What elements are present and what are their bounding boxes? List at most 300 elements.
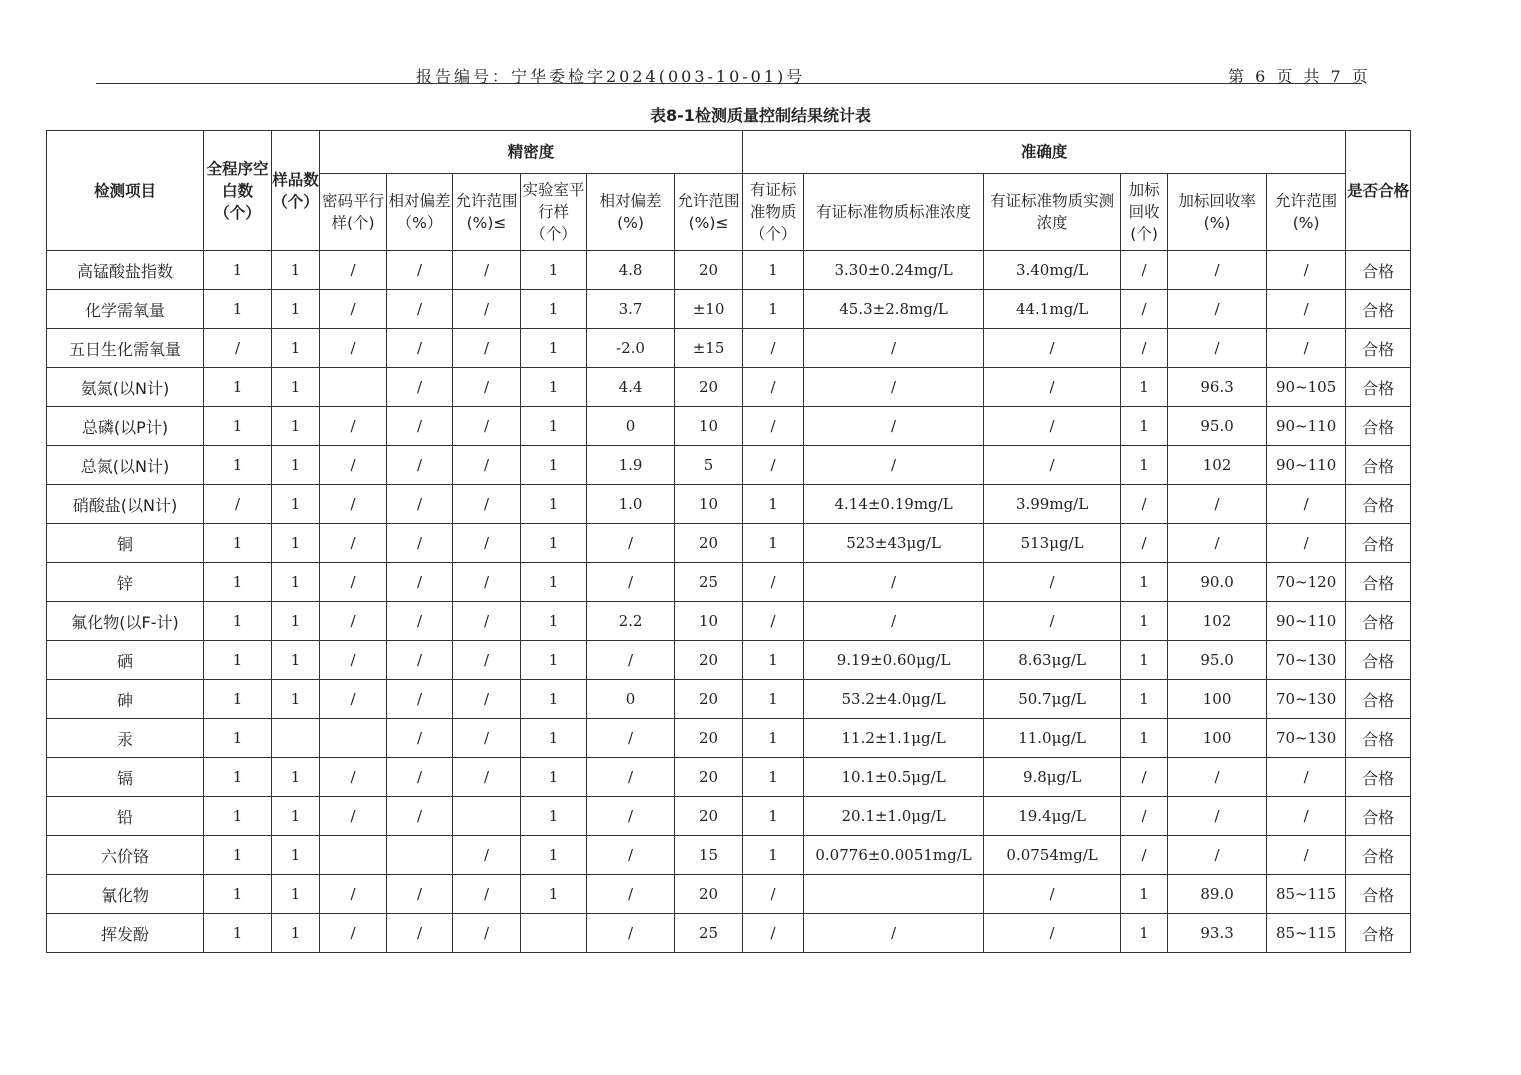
table-cell: 100 <box>1168 680 1267 719</box>
table-cell: / <box>587 563 675 602</box>
table-cell: 1 <box>204 446 272 485</box>
table-cell: / <box>1121 758 1168 797</box>
table-cell: 1 <box>204 914 272 953</box>
table-cell: 70~130 <box>1267 641 1346 680</box>
col-crm-measured: 有证标准物质实测浓度 <box>984 174 1121 251</box>
table-cell: 11.0μg/L <box>984 719 1121 758</box>
table-cell: / <box>453 563 521 602</box>
table-cell: / <box>743 875 804 914</box>
table-cell: / <box>743 407 804 446</box>
table-cell: / <box>453 602 521 641</box>
table-cell: 1 <box>204 563 272 602</box>
table-cell: 1 <box>272 524 320 563</box>
table-cell: 0.0776±0.0051mg/L <box>804 836 984 875</box>
table-cell: 1 <box>272 914 320 953</box>
table-cell: / <box>387 680 453 719</box>
table-cell: / <box>453 251 521 290</box>
col-spike-limit: 允许范围(%) <box>1267 174 1346 251</box>
table-cell: 9.19±0.60μg/L <box>804 641 984 680</box>
table-cell: / <box>1267 251 1346 290</box>
table-cell: 1 <box>521 251 587 290</box>
table-cell: 523±43μg/L <box>804 524 984 563</box>
table-cell: 1 <box>521 836 587 875</box>
table-cell: / <box>743 368 804 407</box>
table-cell: 4.14±0.19mg/L <box>804 485 984 524</box>
col-blank-count: 全程序空白数（个） <box>204 131 272 251</box>
table-cell: / <box>453 290 521 329</box>
table-row <box>47 602 1411 641</box>
table-cell: 1 <box>743 524 804 563</box>
table-cell: 1 <box>1121 875 1168 914</box>
item-name-cell: 总磷(以P计) <box>47 407 204 446</box>
table-cell: / <box>320 563 387 602</box>
table-cell: 1 <box>272 329 320 368</box>
table-cell: 1 <box>272 290 320 329</box>
table-cell: 1 <box>204 797 272 836</box>
table-row <box>47 914 1411 953</box>
table-cell: / <box>1121 524 1168 563</box>
item-name-cell: 汞 <box>47 719 204 758</box>
table-cell: / <box>804 563 984 602</box>
table-cell: / <box>453 368 521 407</box>
item-name-cell: 五日生化需氧量 <box>47 329 204 368</box>
table-cell: / <box>1121 329 1168 368</box>
table-cell: / <box>743 329 804 368</box>
table-cell: 1 <box>204 680 272 719</box>
item-name-cell: 硝酸盐(以N计) <box>47 485 204 524</box>
table-cell: 1 <box>521 485 587 524</box>
pass-cell: 合格 <box>1346 290 1411 329</box>
table-cell: 1 <box>272 446 320 485</box>
table-cell: / <box>320 524 387 563</box>
table-cell: 25 <box>675 914 743 953</box>
table-cell: 1 <box>521 797 587 836</box>
table-cell: / <box>1121 485 1168 524</box>
table-cell: / <box>320 641 387 680</box>
table-cell: / <box>984 329 1121 368</box>
table-cell: / <box>804 602 984 641</box>
table-cell: ±10 <box>675 290 743 329</box>
item-name-cell: 氰化物 <box>47 875 204 914</box>
table-cell: / <box>587 641 675 680</box>
table-row <box>47 368 1411 407</box>
table-cell: / <box>1267 290 1346 329</box>
table-cell: 1 <box>521 524 587 563</box>
table-cell: 1 <box>743 251 804 290</box>
table-cell: 1 <box>1121 914 1168 953</box>
table-cell: / <box>587 719 675 758</box>
table-cell: / <box>320 758 387 797</box>
table-row <box>47 290 1411 329</box>
table-cell: / <box>453 524 521 563</box>
table-cell: / <box>453 407 521 446</box>
table-cell: / <box>587 797 675 836</box>
table-cell: 1 <box>743 758 804 797</box>
table-cell: / <box>453 485 521 524</box>
item-name-cell: 氟化物(以F-计) <box>47 602 204 641</box>
table-cell: / <box>1121 251 1168 290</box>
pass-cell: 合格 <box>1346 602 1411 641</box>
col-lab-limit: 允许范围(%)≤ <box>675 174 743 251</box>
table-cell: 1 <box>743 680 804 719</box>
table-cell: 89.0 <box>1168 875 1267 914</box>
table-cell: 93.3 <box>1168 914 1267 953</box>
table-row <box>47 524 1411 563</box>
table-cell: / <box>984 563 1121 602</box>
table-cell: 8.63μg/L <box>984 641 1121 680</box>
item-name-cell: 挥发酚 <box>47 914 204 953</box>
table-cell <box>453 797 521 836</box>
table-cell: 20 <box>675 641 743 680</box>
table-cell: / <box>1267 836 1346 875</box>
table-cell: / <box>387 485 453 524</box>
table-cell: 90.0 <box>1168 563 1267 602</box>
table-cell: / <box>1121 836 1168 875</box>
table-cell: 1 <box>743 290 804 329</box>
table-cell: 1 <box>204 290 272 329</box>
table-cell: 1 <box>521 680 587 719</box>
table-cell: 100 <box>1168 719 1267 758</box>
table-cell: 1 <box>521 368 587 407</box>
pass-cell: 合格 <box>1346 329 1411 368</box>
table-cell: / <box>1168 251 1267 290</box>
table-cell: / <box>743 563 804 602</box>
table-cell: / <box>984 368 1121 407</box>
table-cell: 20 <box>675 368 743 407</box>
pass-cell: 合格 <box>1346 758 1411 797</box>
table-cell: 10 <box>675 602 743 641</box>
table-cell: 20 <box>675 251 743 290</box>
table-cell: 15 <box>675 836 743 875</box>
table-cell: 1 <box>204 251 272 290</box>
table-cell: / <box>1267 485 1346 524</box>
table-cell: / <box>387 368 453 407</box>
table-row <box>47 446 1411 485</box>
table-cell: / <box>453 875 521 914</box>
table-cell: / <box>587 914 675 953</box>
table-cell: 20 <box>675 797 743 836</box>
table-cell: 1 <box>272 368 320 407</box>
table-cell: / <box>387 758 453 797</box>
table-cell: / <box>453 329 521 368</box>
table-row <box>47 329 1411 368</box>
pass-cell: 合格 <box>1346 836 1411 875</box>
table-cell: / <box>743 914 804 953</box>
table-cell: / <box>387 563 453 602</box>
qc-results-table <box>46 130 1411 953</box>
col-group-precision: 精密度 <box>320 131 743 174</box>
table-cell: / <box>1267 329 1346 368</box>
table-cell: / <box>1168 290 1267 329</box>
table-cell: 1 <box>1121 680 1168 719</box>
table-cell: / <box>453 914 521 953</box>
page-indicator: 第 6 页 共 7 页 <box>1228 67 1371 86</box>
table-cell: 1 <box>272 797 320 836</box>
table-cell: / <box>387 329 453 368</box>
table-cell: / <box>320 602 387 641</box>
item-name-cell: 总氮(以N计) <box>47 446 204 485</box>
table-cell: 85~115 <box>1267 875 1346 914</box>
table-cell <box>320 719 387 758</box>
table-cell: / <box>453 758 521 797</box>
pass-cell: 合格 <box>1346 680 1411 719</box>
table-cell: 1 <box>204 836 272 875</box>
table-cell: 1 <box>521 446 587 485</box>
table-cell: 90~110 <box>1267 446 1346 485</box>
table-cell: 10 <box>675 407 743 446</box>
table-cell: 1 <box>521 641 587 680</box>
table-cell: / <box>984 875 1121 914</box>
table-cell: 1 <box>272 407 320 446</box>
table-row <box>47 407 1411 446</box>
table-cell: / <box>804 914 984 953</box>
table-cell: 1 <box>204 407 272 446</box>
table-cell: / <box>453 680 521 719</box>
table-cell: 19.4μg/L <box>984 797 1121 836</box>
table-cell: / <box>387 446 453 485</box>
table-cell: 20 <box>675 719 743 758</box>
table-cell: 1 <box>521 602 587 641</box>
table-cell: / <box>387 875 453 914</box>
table-cell: / <box>387 251 453 290</box>
table-cell: 1 <box>272 875 320 914</box>
table-title: 表8-1检测质量控制结果统计表 <box>650 106 871 125</box>
pass-cell: 合格 <box>1346 446 1411 485</box>
table-cell: 1 <box>1121 563 1168 602</box>
table-cell: / <box>1168 485 1267 524</box>
table-cell: / <box>1168 836 1267 875</box>
table-cell: / <box>387 719 453 758</box>
col-item: 检测项目 <box>47 131 204 251</box>
table-cell: / <box>1168 758 1267 797</box>
table-cell: 20 <box>675 875 743 914</box>
table-cell: / <box>804 329 984 368</box>
item-name-cell: 铜 <box>47 524 204 563</box>
table-cell: / <box>387 641 453 680</box>
table-cell: / <box>320 914 387 953</box>
pass-cell: 合格 <box>1346 875 1411 914</box>
col-blind-limit: 允许范围(%)≤ <box>453 174 521 251</box>
table-cell: 1 <box>521 563 587 602</box>
table-cell: 1 <box>272 602 320 641</box>
table-cell: 53.2±4.0μg/L <box>804 680 984 719</box>
table-row <box>47 563 1411 602</box>
pass-cell: 合格 <box>1346 368 1411 407</box>
col-crm-count: 有证标准物质（个） <box>743 174 804 251</box>
table-cell: 0 <box>587 407 675 446</box>
table-row <box>47 797 1411 836</box>
table-cell: / <box>587 875 675 914</box>
table-cell: / <box>320 875 387 914</box>
table-cell: 0.0754mg/L <box>984 836 1121 875</box>
item-name-cell: 镉 <box>47 758 204 797</box>
table-cell: / <box>1267 758 1346 797</box>
item-name-cell: 硒 <box>47 641 204 680</box>
table-cell: / <box>1121 797 1168 836</box>
table-cell: / <box>587 836 675 875</box>
item-name-cell: 化学需氧量 <box>47 290 204 329</box>
table-cell: 102 <box>1168 446 1267 485</box>
table-cell: 1 <box>521 719 587 758</box>
table-row <box>47 485 1411 524</box>
table-cell: 90~105 <box>1267 368 1346 407</box>
table-cell: 1 <box>743 797 804 836</box>
table-cell: / <box>320 251 387 290</box>
table-cell: 1 <box>1121 602 1168 641</box>
table-cell: / <box>387 602 453 641</box>
table-cell: / <box>204 485 272 524</box>
item-name-cell: 铅 <box>47 797 204 836</box>
table-row <box>47 641 1411 680</box>
table-row <box>47 719 1411 758</box>
table-cell: 70~120 <box>1267 563 1346 602</box>
item-name-cell: 六价铬 <box>47 836 204 875</box>
table-cell: 25 <box>675 563 743 602</box>
pass-cell: 合格 <box>1346 641 1411 680</box>
table-cell: 10 <box>675 485 743 524</box>
table-cell: 1 <box>521 875 587 914</box>
table-cell: / <box>387 407 453 446</box>
table-cell: / <box>804 446 984 485</box>
table-cell: 1 <box>743 719 804 758</box>
table-cell: / <box>1121 290 1168 329</box>
col-spike-recovery: 加标回收率(%) <box>1168 174 1267 251</box>
table-cell: / <box>984 914 1121 953</box>
table-cell <box>387 836 453 875</box>
table-cell: / <box>1168 329 1267 368</box>
table-cell: / <box>387 524 453 563</box>
table-cell: / <box>320 290 387 329</box>
table-cell: / <box>320 797 387 836</box>
table-cell: 1 <box>521 407 587 446</box>
pass-cell: 合格 <box>1346 407 1411 446</box>
table-cell: 44.1mg/L <box>984 290 1121 329</box>
table-cell: / <box>320 446 387 485</box>
table-cell: 102 <box>1168 602 1267 641</box>
table-cell: 50.7μg/L <box>984 680 1121 719</box>
table-cell: / <box>1267 524 1346 563</box>
table-cell: 1 <box>743 641 804 680</box>
table-cell: 1 <box>204 758 272 797</box>
table-cell: 70~130 <box>1267 680 1346 719</box>
table-cell: / <box>320 485 387 524</box>
pass-cell: 合格 <box>1346 914 1411 953</box>
col-spike-count: 加标回收(个) <box>1121 174 1168 251</box>
table-cell: / <box>320 407 387 446</box>
table-cell: 1 <box>1121 641 1168 680</box>
table-cell: 1 <box>272 563 320 602</box>
table-cell: / <box>1168 797 1267 836</box>
table-cell: 4.8 <box>587 251 675 290</box>
table-cell: 0 <box>587 680 675 719</box>
table-cell: / <box>320 680 387 719</box>
item-name-cell: 氨氮(以N计) <box>47 368 204 407</box>
table-cell: 1 <box>272 641 320 680</box>
pass-cell: 合格 <box>1346 251 1411 290</box>
table-cell: 1 <box>743 485 804 524</box>
table-cell: 1 <box>204 641 272 680</box>
table-cell: 95.0 <box>1168 407 1267 446</box>
table-cell: 1.0 <box>587 485 675 524</box>
table-cell <box>521 914 587 953</box>
table-cell: 1 <box>204 875 272 914</box>
table-cell: 20 <box>675 680 743 719</box>
table-cell: 1 <box>1121 446 1168 485</box>
table-cell: 3.30±0.24mg/L <box>804 251 984 290</box>
item-name-cell: 锌 <box>47 563 204 602</box>
table-cell: 1 <box>521 329 587 368</box>
table-cell: / <box>743 446 804 485</box>
table-cell <box>320 368 387 407</box>
table-cell: / <box>984 602 1121 641</box>
table-cell: / <box>743 602 804 641</box>
table-cell: / <box>204 329 272 368</box>
table-cell: 20.1±1.0μg/L <box>804 797 984 836</box>
pass-cell: 合格 <box>1346 563 1411 602</box>
table-cell: 1 <box>1121 368 1168 407</box>
table-cell: 1 <box>521 758 587 797</box>
table-cell: ±15 <box>675 329 743 368</box>
table-cell: 4.4 <box>587 368 675 407</box>
col-blind-parallel: 密码平行样(个) <box>320 174 387 251</box>
table-cell: 3.99mg/L <box>984 485 1121 524</box>
table-row <box>47 875 1411 914</box>
col-group-accuracy: 准确度 <box>743 131 1346 174</box>
table-row <box>47 758 1411 797</box>
table-row <box>47 836 1411 875</box>
table-cell <box>272 719 320 758</box>
pass-cell: 合格 <box>1346 797 1411 836</box>
table-cell: 90~110 <box>1267 602 1346 641</box>
table-cell: 9.8μg/L <box>984 758 1121 797</box>
table-cell <box>320 836 387 875</box>
table-cell: 1 <box>1121 719 1168 758</box>
table-cell: 85~115 <box>1267 914 1346 953</box>
table-cell: 3.40mg/L <box>984 251 1121 290</box>
table-cell: 96.3 <box>1168 368 1267 407</box>
table-cell: 1.9 <box>587 446 675 485</box>
table-cell: 11.2±1.1μg/L <box>804 719 984 758</box>
item-name-cell: 砷 <box>47 680 204 719</box>
table-row <box>47 251 1411 290</box>
table-cell: 5 <box>675 446 743 485</box>
col-lab-parallel: 实验室平行样（个） <box>521 174 587 251</box>
table-cell: 1 <box>272 251 320 290</box>
table-cell: / <box>984 407 1121 446</box>
pass-cell: 合格 <box>1346 524 1411 563</box>
table-cell <box>804 875 984 914</box>
pass-cell: 合格 <box>1346 485 1411 524</box>
report-number: 报告编号：宁华委检字2024(003-10-01)号 <box>416 67 806 86</box>
table-cell: 95.0 <box>1168 641 1267 680</box>
table-cell: 45.3±2.8mg/L <box>804 290 984 329</box>
table-cell: 1 <box>272 485 320 524</box>
table-cell: / <box>453 446 521 485</box>
table-cell: / <box>387 290 453 329</box>
pass-cell: 合格 <box>1346 719 1411 758</box>
table-cell: / <box>320 329 387 368</box>
table-cell: / <box>804 407 984 446</box>
item-name-cell: 高锰酸盐指数 <box>47 251 204 290</box>
table-cell: 2.2 <box>587 602 675 641</box>
col-blind-rel-dev: 相对偏差（%） <box>387 174 453 251</box>
table-cell: / <box>453 641 521 680</box>
table-cell: 3.7 <box>587 290 675 329</box>
table-cell: 20 <box>675 524 743 563</box>
table-cell: 20 <box>675 758 743 797</box>
table-body <box>47 251 1411 953</box>
table-cell: / <box>587 524 675 563</box>
